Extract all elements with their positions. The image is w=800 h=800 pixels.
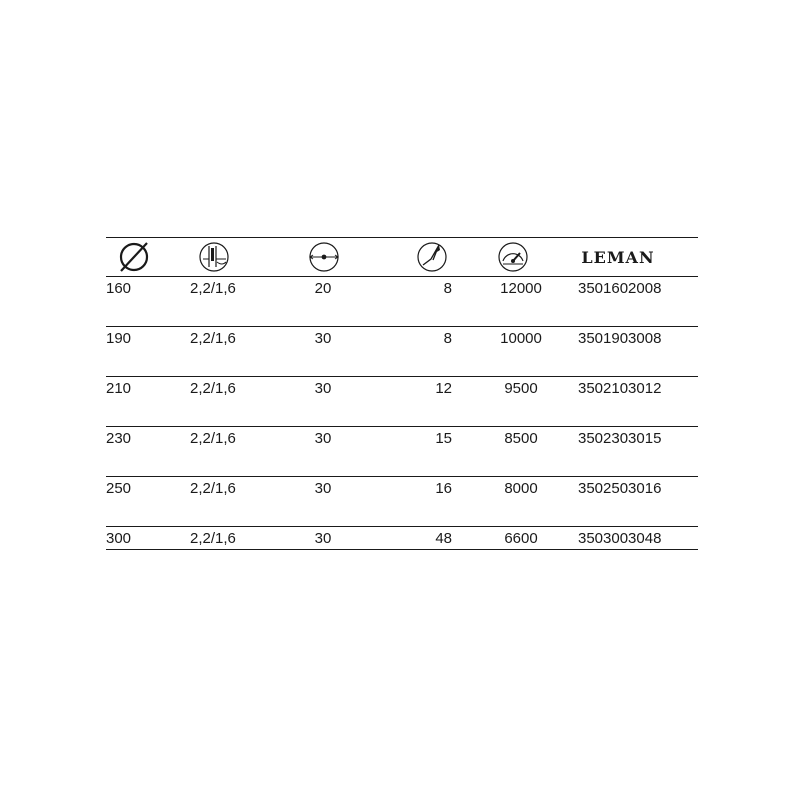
teeth-cell: 12 <box>435 379 452 397</box>
reference-cell: 3501903008 <box>578 329 662 347</box>
rpm-cell: 8000 <box>504 479 538 497</box>
thickness-cell: 2,2/1,6 <box>190 429 236 447</box>
bore-cell: 30 <box>314 529 332 547</box>
diameter-cell: 190 <box>106 329 132 347</box>
row-gap <box>106 399 698 426</box>
thickness-cell: 2,2/1,6 <box>190 479 236 497</box>
row-gap <box>106 449 698 476</box>
bore-cell: 20 <box>314 279 332 297</box>
brand-logo: LEMAN <box>581 247 655 267</box>
row-gap <box>106 499 698 526</box>
diameter-cell: 250 <box>106 479 132 497</box>
diameter-icon <box>116 238 152 276</box>
bore-cell: 30 <box>314 329 332 347</box>
table-row <box>106 277 698 299</box>
bore-cell: 30 <box>314 429 332 447</box>
teeth-cell: 16 <box>435 479 452 497</box>
teeth-cell: 48 <box>435 529 452 547</box>
table-row <box>106 477 698 499</box>
table-row <box>106 527 698 549</box>
rpm-cell: 6600 <box>504 529 538 547</box>
spec-table <box>106 237 698 550</box>
reference-cell: 3502103012 <box>578 379 662 397</box>
reference-cell: 3501602008 <box>578 279 662 297</box>
rpm-cell: 10000 <box>500 329 542 347</box>
rpm-cell: 8500 <box>504 429 538 447</box>
row-gap <box>106 349 698 376</box>
thickness-cell: 2,2/1,6 <box>190 279 236 297</box>
table-bottom-rule <box>106 549 698 550</box>
thickness-cell: 2,2/1,6 <box>190 329 236 347</box>
blade-thickness-icon <box>196 238 232 276</box>
rpm-cell: 9500 <box>504 379 538 397</box>
bore-icon <box>306 238 342 276</box>
bore-cell: 30 <box>314 379 332 397</box>
thickness-cell: 2,2/1,6 <box>190 529 236 547</box>
diameter-cell: 210 <box>106 379 132 397</box>
max-rpm-icon <box>495 238 531 276</box>
teeth-cell: 8 <box>443 279 452 297</box>
row-gap <box>106 299 698 326</box>
header-row <box>106 238 698 276</box>
reference-cell: 3502303015 <box>578 429 662 447</box>
teeth-angle-icon <box>414 238 450 276</box>
diameter-cell: 230 <box>106 429 132 447</box>
reference-cell: 3502503016 <box>578 479 662 497</box>
reference-cell: 3503003048 <box>578 529 662 547</box>
table-row <box>106 327 698 349</box>
teeth-cell: 8 <box>443 329 452 347</box>
bore-cell: 30 <box>314 479 332 497</box>
diameter-cell: 160 <box>106 279 132 297</box>
thickness-cell: 2,2/1,6 <box>190 379 236 397</box>
table-row <box>106 427 698 449</box>
table-row <box>106 377 698 399</box>
teeth-cell: 15 <box>435 429 452 447</box>
rpm-cell: 12000 <box>500 279 542 297</box>
diameter-cell: 300 <box>106 529 132 547</box>
